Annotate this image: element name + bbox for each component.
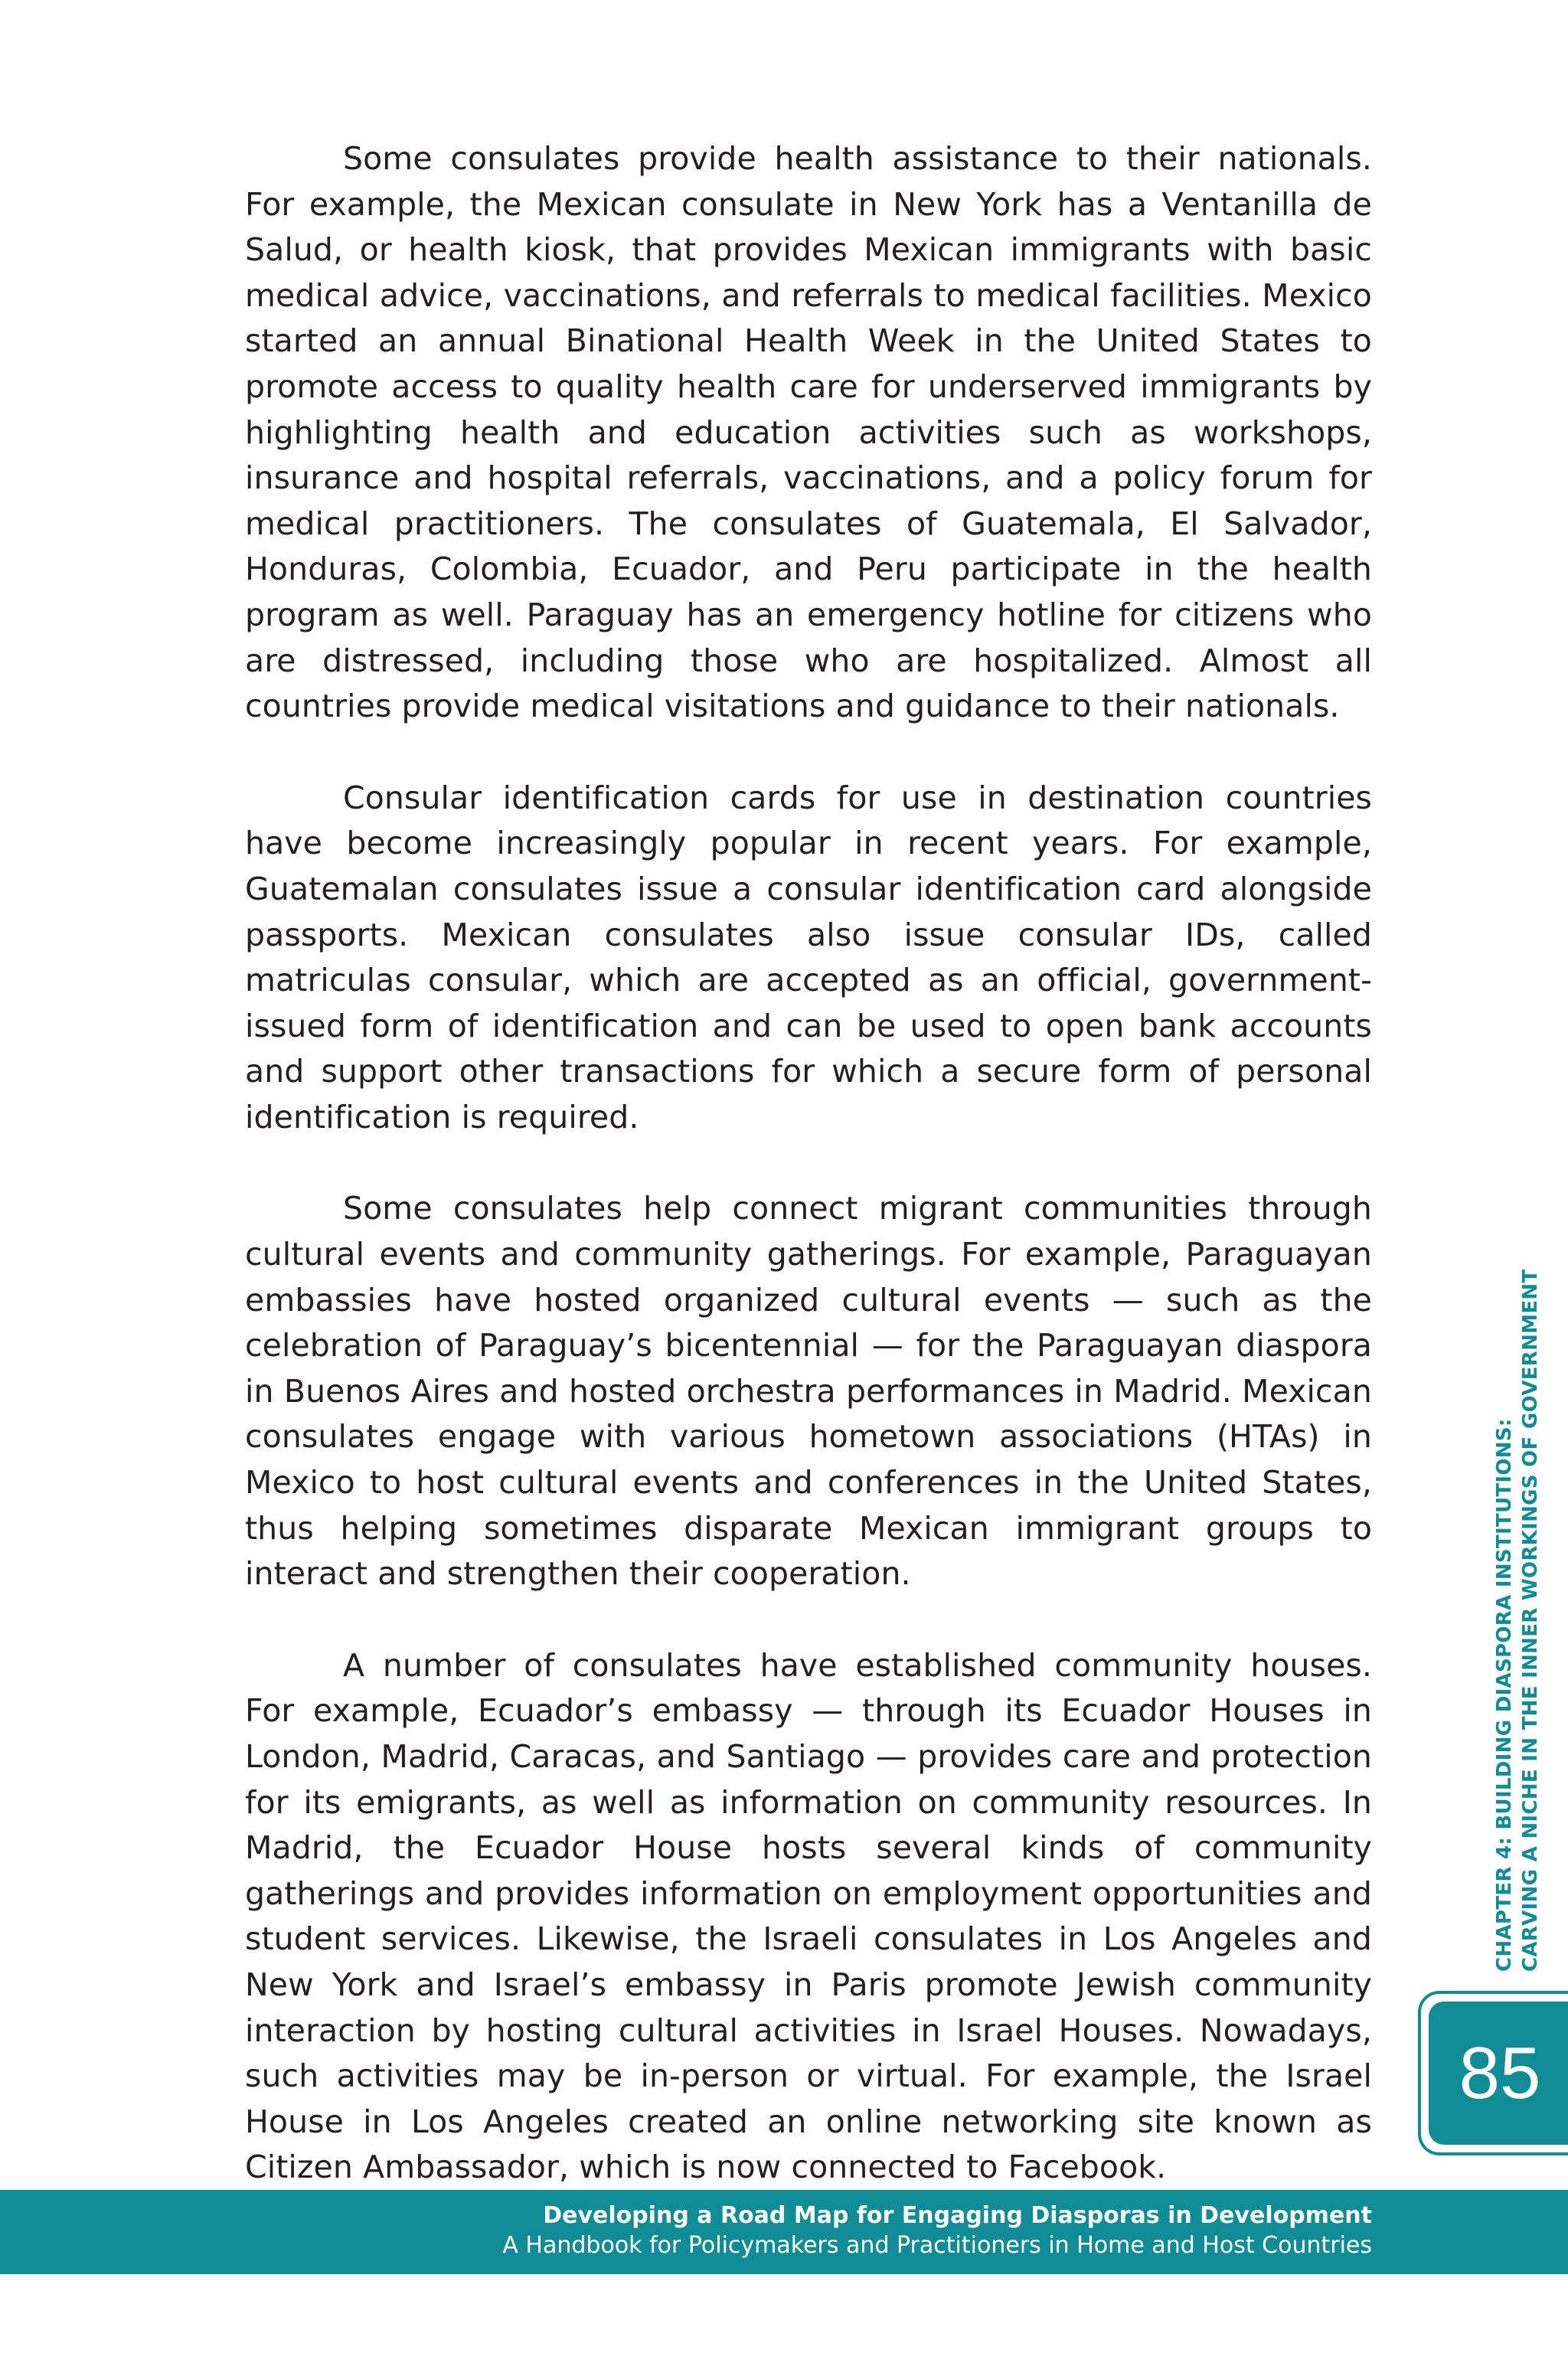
footer-book-subtitle: A Handbook for Policymakers and Practitioners in Home and Host Countries <box>502 2232 1372 2259</box>
chapter-title-line-1: CHAPTER 4: BUILDING DIASPORA INSTITUTIONS: <box>1493 1418 1516 1972</box>
footer-book-title: Developing a Road Map for Engaging Diasporas in Development <box>543 2202 1372 2229</box>
page-number-tab <box>1418 1991 1568 2155</box>
body-text <box>245 136 1372 2237</box>
paragraph-consular-id-cards: Consular identification cards for use in destination countries have become increasingly popular in recent years. For example, Guatemalan consulates issue a consular identification card alongside passports. Mexican consulates also issue consular IDs, called matriculas consular, which are accepted as an official, government-issued form of identification and can be used to open bank accounts and support other transactions for which a secure form of personal identification is required. <box>245 779 1372 1136</box>
page-footer <box>0 2190 1568 2274</box>
page-number: 85 <box>1459 2031 1541 2114</box>
paragraph-community-houses: A number of consulates have established community houses. For example, Ecuador’s embassy — through its Ecuador Houses in London, Madrid, Caracas, and Santiago — provides care and protection for its emigrants, as well as information on community resources. In Madrid, the Ecuador House hosts several kinds of community gatherings and provides information on employment opportunities and student services. Likewise, the Israeli consulates in Los Angeles and New York and Israel’s embassy in Paris promote Jewish community interaction by hosting cultural activities in Israel Houses. Nowadays, such activities may be in-person or virtual. For example, the Israel House in Los Angeles created an online networking site known as Citizen Ambassador, which is now connected to Facebook. <box>245 1646 1372 2186</box>
chapter-title-line-2: CARVING A NICHE IN THE INNER WORKINGS OF GOVERNMENT <box>1519 1269 1542 1972</box>
paragraph-health-assistance: Some consulates provide health assistance to their nationals. For example, the Mexican consulate in New York has a Ventanilla de Salud, or health kiosk, that provides Mexican immigrants with basic medical advice, vaccinations, and referrals to medical facilities. Mexico started an annual Binational Health Week in the United States to promote access to quality health care for underserved immigrants by highlighting health and education activities such as workshops, insurance and hospital referrals, vaccinations, and a policy forum for medical practitioners. The consulates of Guatemala, El Salvador, Honduras, Colombia, Ecuador, and Peru participate in the health program as well. Paraguay has an emergency hotline for citizens who are distressed, including those who are hospitalized. Almost all countries provide medical visitations and guidance to their nationals. <box>245 140 1372 725</box>
paragraph-cultural-events: Some consulates help connect migrant communities through cultural events and community gatherings. For example, Paraguayan embassies have hosted organized cultural events — such as the celebration of Paraguay’s bicentennial — for the Paraguayan diaspora in Buenos Aires and hosted orchestra performances in Madrid. Mexican consulates engage with various hometown associations (HTAs) in Mexico to host cultural events and conferences in the United States, thus helping sometimes disparate Mexican immigrant groups to interact and strengthen their cooperation. <box>245 1190 1372 1593</box>
